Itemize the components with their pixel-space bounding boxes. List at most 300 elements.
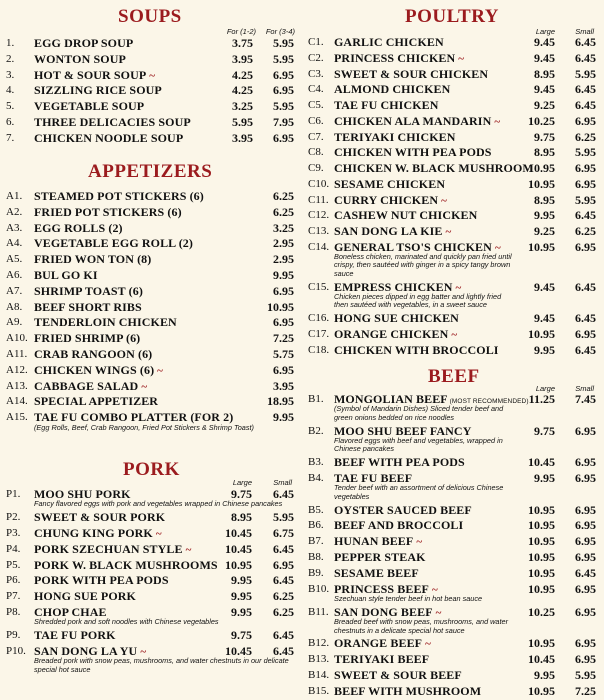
item-number: B10. [308, 582, 330, 595]
price-small: 6.95 [575, 636, 596, 651]
spicy-icon: ~ [441, 194, 447, 207]
item-number: A5. [6, 253, 23, 266]
item-name [34, 189, 204, 204]
item-name [34, 99, 144, 114]
menu-item [0, 68, 302, 84]
menu-item [302, 550, 604, 566]
item-number: P7. [6, 590, 21, 603]
price-large: 10.25 [528, 113, 555, 128]
menu-item [302, 98, 604, 114]
price-large: 9.45 [534, 50, 555, 65]
menu-item [302, 668, 604, 684]
price-small: 5.95 [273, 99, 294, 114]
item-name [34, 284, 143, 299]
item-name-text: STEAMED POT STICKERS (6) [34, 189, 204, 203]
menu-item [0, 300, 302, 316]
item-number: P5. [6, 558, 21, 571]
item-number: P1. [6, 488, 21, 500]
price-large: 9.95 [534, 342, 555, 357]
price-large: 9.75 [231, 628, 252, 643]
item-name-text: FRIED SHRIMP (6) [34, 331, 141, 346]
menu-item [302, 35, 604, 51]
item-name-text: HONG SUE CHICKEN [334, 311, 459, 326]
item-name-text: SWEET & SOUR BEEF [334, 668, 462, 682]
menu-item [0, 236, 302, 252]
item-name-text: OYSTER SAUCED BEEF [334, 502, 472, 517]
menu-item [302, 636, 604, 652]
price-large: 9.95 [534, 208, 555, 223]
item-name-text: SWEET & SOUR PORK [34, 510, 166, 525]
item-name [334, 455, 465, 470]
item-name-text: CHICKEN NOODLE SOUP [34, 130, 184, 145]
column-header-large: Large [535, 384, 555, 393]
price-large: 10.95 [528, 683, 555, 698]
price-small: 2.95 [273, 236, 294, 251]
price-small: 3.25 [273, 220, 294, 235]
item-name-text: HUNAN BEEF [334, 534, 414, 549]
item-number: P8. [6, 606, 21, 618]
item-name-text: TAE FU PORK [34, 628, 116, 643]
spicy-icon: ~ [455, 281, 462, 294]
item-name-text: CHICKEN ALA MANDARIN [334, 113, 492, 128]
price-large: 10.95 [528, 550, 555, 564]
item-number: A4. [6, 237, 23, 250]
price-small: 6.95 [575, 471, 596, 485]
item-name [334, 652, 429, 667]
price-small: 6.45 [575, 279, 596, 294]
item-number: 6. [6, 116, 15, 128]
item-name-text: MOO SHU PORK [34, 487, 131, 501]
item-name-text: SAN DONG BEEF [334, 604, 433, 619]
price-small: 6.95 [273, 83, 294, 98]
column-header-small: Small [575, 27, 594, 36]
price-large: 9.95 [231, 589, 252, 604]
menu-item [0, 542, 302, 558]
price-large: 4.25 [232, 67, 253, 82]
price-small: 6.95 [575, 502, 596, 517]
item-number: B3. [308, 456, 324, 469]
price-large: 8.95 [534, 66, 555, 81]
item-name-text: TERIYAKI CHICKEN [334, 129, 456, 144]
item-name-text: VEGETABLE EGG ROLL (2) [34, 236, 194, 251]
item-name-text: ORANGE BEEF [334, 636, 423, 651]
price-small: 6.45 [575, 208, 596, 223]
column-header-large-portion: For (3-4) [265, 27, 295, 36]
price-large: 9.95 [534, 668, 555, 682]
item-number: P3. [6, 527, 21, 539]
item-name [34, 236, 193, 251]
item-name-text: BEEF SHORT RIBS [34, 299, 142, 314]
item-tag: (MOST RECOMMENDED) [447, 398, 529, 405]
price-small: 6.95 [575, 518, 596, 533]
menu-item [0, 115, 302, 131]
price-large: 10.95 [528, 534, 555, 549]
menu-item [0, 558, 302, 574]
item-description: Boneless chicken, marinated and quickly pan fried until crispy, then sautéed with ginger in a spicy tangy brown sauce [334, 252, 512, 278]
item-name [334, 518, 463, 533]
menu-item [302, 145, 604, 161]
item-number: C12. [308, 209, 330, 222]
item-number: B14. [308, 669, 330, 681]
spicy-icon: ~ [157, 364, 163, 377]
price-small: 6.45 [575, 311, 596, 326]
item-description: Szechuan style tender beef in hot bean sauce [334, 593, 483, 603]
price-small: 3.95 [273, 378, 294, 393]
item-number: 2. [6, 52, 15, 65]
price-small: 5.95 [273, 510, 294, 525]
item-name [334, 161, 534, 176]
menu-item [302, 311, 604, 327]
menu-item [0, 189, 302, 205]
item-name-text: WONTON SOUP [34, 51, 126, 66]
item-name-text: SESAME BEEF [334, 565, 419, 580]
price-small: 6.45 [575, 82, 596, 97]
spicy-icon: ~ [451, 329, 458, 341]
item-name-text: PORK WITH PEA PODS [34, 573, 169, 588]
spicy-icon: ~ [425, 638, 431, 651]
item-name-text: CASHEW NUT CHICKEN [334, 208, 478, 223]
menu-item [302, 684, 604, 700]
item-number: A2. [6, 205, 23, 218]
item-number: B15. [308, 684, 330, 697]
item-name [34, 589, 136, 604]
item-name-text: FRIED POT STICKERS (6) [34, 204, 182, 219]
item-name [34, 363, 163, 378]
spicy-icon: ~ [141, 380, 148, 393]
price-small: 10.95 [267, 299, 294, 314]
menu-item [0, 83, 302, 99]
item-number: A1. [6, 190, 23, 202]
price-large: 9.95 [231, 605, 252, 619]
price-small: 6.95 [575, 327, 596, 341]
item-number: B2. [308, 424, 324, 437]
item-name-text: FRIED WON TON (8) [34, 252, 152, 267]
menu-item [302, 518, 604, 534]
section-title-poultry: POULTRY [405, 6, 499, 27]
item-name [334, 311, 459, 326]
item-name-text: EGG ROLLS (2) [34, 220, 123, 235]
spicy-icon: ~ [445, 226, 452, 238]
item-name [334, 177, 445, 192]
section-title-pork: PORK [123, 459, 180, 480]
price-large: 10.45 [225, 644, 252, 658]
column-header-large: Large [232, 478, 252, 487]
price-small: 6.95 [575, 455, 596, 470]
price-small: 5.95 [575, 145, 596, 160]
item-name [334, 343, 499, 358]
item-number: B6. [308, 519, 324, 532]
item-name-text: CHICKEN WITH PEA PODS [334, 145, 492, 160]
menu-item [0, 363, 302, 379]
item-name [34, 573, 169, 588]
menu-item [0, 379, 302, 395]
item-number: C17. [308, 328, 330, 340]
item-name-text: TAE FU COMBO PLATTER (FOR 2) [34, 410, 234, 425]
item-name-text: SPECIAL APPETIZER [34, 394, 159, 409]
item-number: 7. [6, 131, 15, 144]
menu-item [0, 252, 302, 268]
item-name-text: SAN DONG LA KIE [334, 224, 443, 238]
menu-item [302, 114, 604, 130]
spicy-icon: ~ [458, 52, 465, 65]
item-name-text: MONGOLIAN BEEF [334, 392, 448, 406]
price-small: 6.95 [273, 362, 294, 377]
spicy-icon: ~ [149, 69, 156, 82]
item-number: A3. [6, 221, 23, 234]
item-name-text: CHICKEN W. BLACK MUSHROOM [334, 161, 534, 175]
price-small: 6.95 [273, 130, 294, 145]
price-large: 8.95 [534, 192, 555, 207]
item-number: C14. [308, 240, 330, 253]
section-title-soups: SOUPS [118, 6, 182, 27]
price-large: 10.95 [528, 636, 555, 651]
item-name [334, 208, 477, 223]
item-name [334, 35, 444, 50]
item-name-text: ORANGE CHICKEN [334, 327, 449, 341]
item-number: A10. [6, 332, 28, 345]
item-name-text: SESAME CHICKEN [334, 176, 446, 191]
item-number: P9. [6, 629, 21, 642]
price-large: 10.95 [528, 239, 555, 254]
price-small: 6.95 [273, 315, 294, 330]
price-small: 6.95 [575, 113, 596, 128]
item-name-text: CHOP CHAE [34, 605, 107, 619]
price-large: 3.75 [232, 36, 253, 50]
price-large: 11.25 [528, 392, 555, 406]
item-name-text: EGG DROP SOUP [34, 36, 134, 50]
item-number: A8. [6, 300, 23, 313]
price-small: 6.95 [575, 239, 596, 254]
price-large: 9.45 [534, 35, 555, 49]
item-name-text: TAE FU BEEF [334, 471, 413, 485]
price-large: 9.95 [534, 471, 555, 485]
price-small: 6.45 [273, 573, 294, 588]
column-header-small: Small [273, 478, 292, 487]
menu-item [302, 208, 604, 224]
menu-item [302, 566, 604, 582]
item-description: Breaded pork with snow peas, mushrooms, and water chestnuts in our delicate special hot sauce [34, 656, 289, 674]
item-name-text: TERIYAKI BEEF [334, 652, 430, 667]
item-name-text: BEEF WITH PEA PODS [334, 455, 465, 470]
item-name [34, 36, 133, 51]
menu-item [0, 347, 302, 363]
item-name-text: GARLIC CHICKEN [334, 35, 444, 49]
item-name-text: CHICKEN WINGS (6) [34, 362, 155, 377]
item-number: B12. [308, 637, 330, 650]
item-name [334, 684, 481, 699]
spicy-icon: ~ [155, 528, 162, 540]
item-name-text: PORK SZECHUAN STYLE [34, 541, 183, 556]
item-name-text: TAE FU CHICKEN [334, 98, 439, 112]
item-name [34, 131, 183, 146]
menu-item [302, 503, 604, 519]
menu-item [302, 67, 604, 83]
item-number: C7. [308, 130, 324, 143]
item-name [34, 115, 191, 130]
price-small: 6.95 [575, 161, 596, 175]
menu-item [0, 131, 302, 147]
menu-item [0, 205, 302, 221]
item-name-text: VEGETABLE SOUP [34, 99, 145, 114]
price-small: 6.95 [575, 423, 596, 438]
item-name [34, 331, 140, 346]
item-name-text: BEEF WITH MUSHROOM [334, 683, 482, 698]
item-number: C16. [308, 312, 330, 325]
item-number: C1. [308, 36, 324, 48]
item-number: B13. [308, 653, 330, 666]
price-large: 10.45 [528, 652, 555, 667]
price-small: 5.95 [273, 36, 294, 50]
item-name-text: ALMOND CHICKEN [334, 82, 451, 97]
price-large: 10.45 [528, 455, 555, 470]
item-name [334, 130, 456, 145]
item-name [34, 52, 126, 67]
item-number: B5. [308, 503, 324, 516]
item-number: B1. [308, 393, 324, 405]
menu-item [302, 177, 604, 193]
price-large: 10.95 [528, 176, 555, 191]
spicy-icon: ~ [140, 646, 147, 658]
item-number: A7. [6, 284, 23, 297]
price-large: 10.25 [528, 604, 555, 619]
item-number: P2. [6, 511, 21, 524]
price-small: 6.45 [273, 628, 294, 643]
price-large: 8.95 [231, 510, 252, 525]
menu-item [0, 510, 302, 526]
menu-item [0, 315, 302, 331]
item-number: C13. [308, 225, 330, 237]
item-number: C15. [308, 280, 330, 293]
item-name [334, 550, 426, 565]
item-number: 4. [6, 84, 15, 97]
price-large: 3.25 [232, 99, 253, 114]
menu-item [0, 394, 302, 410]
item-name-text: CHUNG KING PORK [34, 526, 153, 540]
item-name-text: CURRY CHICKEN [334, 192, 439, 207]
item-name-text: PRINCESS CHICKEN [334, 50, 456, 65]
price-large: 9.45 [534, 82, 555, 97]
item-name-text: CHICKEN WITH BROCCOLI [334, 342, 499, 357]
item-number: P4. [6, 542, 21, 555]
price-small: 7.95 [273, 115, 294, 129]
item-number: C5. [308, 99, 324, 111]
menu-item [302, 224, 604, 240]
price-small: 6.45 [575, 98, 596, 112]
menu-item [302, 455, 604, 471]
item-name-text: SWEET & SOUR CHICKEN [334, 66, 489, 81]
price-small: 6.45 [575, 565, 596, 580]
item-name [34, 300, 142, 315]
item-name-text: EMPRESS CHICKEN [334, 279, 453, 294]
item-name [334, 668, 462, 683]
menu-item [0, 331, 302, 347]
price-small: 6.45 [273, 541, 294, 556]
price-small: 2.95 [273, 252, 294, 267]
menu-item [0, 36, 302, 52]
price-small: 6.25 [575, 224, 596, 238]
item-description: Flavored eggs with beef and vegetables, wrapped in Chinese pancakes [334, 435, 503, 454]
menu-item [0, 589, 302, 605]
item-number: A15. [6, 411, 28, 424]
item-number: C6. [308, 114, 324, 127]
item-number: C8. [308, 146, 324, 159]
item-number: B4. [308, 472, 324, 484]
price-small: 6.95 [575, 581, 596, 596]
price-small: 5.95 [575, 192, 596, 207]
price-small: 5.95 [575, 668, 596, 682]
price-small: 5.75 [273, 347, 294, 361]
price-large: 10.45 [225, 541, 252, 556]
price-large: 10.95 [528, 565, 555, 580]
item-name [34, 205, 182, 220]
spicy-icon: ~ [494, 115, 501, 128]
item-name [34, 379, 147, 394]
item-number: A9. [6, 316, 23, 329]
item-name [34, 628, 116, 643]
item-name-text: BUL GO KI [34, 268, 98, 282]
price-large: 3.95 [232, 130, 253, 145]
spicy-icon: ~ [416, 536, 423, 549]
price-small: 6.95 [575, 176, 596, 191]
menu-item [0, 628, 302, 644]
price-large: 9.75 [534, 129, 555, 144]
item-name [334, 98, 439, 113]
price-large: 3.95 [232, 51, 253, 66]
price-small: 6.95 [575, 534, 596, 549]
price-small: 6.25 [273, 204, 294, 219]
price-small: 7.25 [575, 683, 596, 698]
item-name [34, 526, 162, 541]
item-name [34, 315, 177, 330]
menu-item [302, 327, 604, 343]
item-name-text: SAN DONG LA YU [34, 644, 138, 658]
item-name [34, 68, 155, 83]
menu-item [0, 52, 302, 68]
item-number: A6. [6, 269, 23, 281]
price-large: 10.95 [528, 581, 555, 596]
item-description: Chicken pieces dipped in egg batter and lightly fried then sautéed with vegetables, in a sweet sauce [334, 291, 502, 310]
price-small: 18.95 [267, 394, 294, 409]
item-description: Tender beef with an assortment of delicious Chinese vegetables [334, 483, 504, 501]
item-name [334, 51, 464, 66]
item-number: 5. [6, 100, 15, 113]
item-name [34, 394, 158, 409]
price-small: 6.95 [575, 652, 596, 667]
price-large: 9.45 [534, 279, 555, 294]
price-small: 6.45 [575, 342, 596, 357]
price-small: 6.25 [575, 129, 596, 144]
item-name [34, 542, 191, 557]
price-small: 6.75 [273, 526, 294, 540]
price-small: 5.95 [273, 51, 294, 66]
menu-item [302, 534, 604, 550]
menu-item [0, 526, 302, 542]
item-name-text: PORK W. BLACK MUSHROOMS [34, 557, 218, 572]
price-large: 4.25 [232, 83, 253, 98]
price-large: 10.95 [528, 327, 555, 341]
menu-item [302, 652, 604, 668]
item-name-text: THREE DELICACIES SOUP [34, 115, 191, 129]
item-name-text: PEPPER STEAK [334, 550, 426, 564]
item-name [334, 327, 457, 342]
spicy-icon: ~ [435, 606, 442, 619]
item-description: (Egg Rolls, Beef, Crab Rangoon, Fried Pot Stickers & Shrimp Toast) [34, 422, 254, 432]
price-small: 7.45 [575, 392, 596, 406]
price-large: 10.45 [225, 526, 252, 540]
item-name-text: GENERAL TSO'S CHICKEN [334, 239, 492, 254]
item-description: Breaded beef with snow peas, mushrooms, and water chestnuts in a delicate special hot sauce [334, 617, 509, 635]
price-large: 9.25 [534, 224, 555, 238]
